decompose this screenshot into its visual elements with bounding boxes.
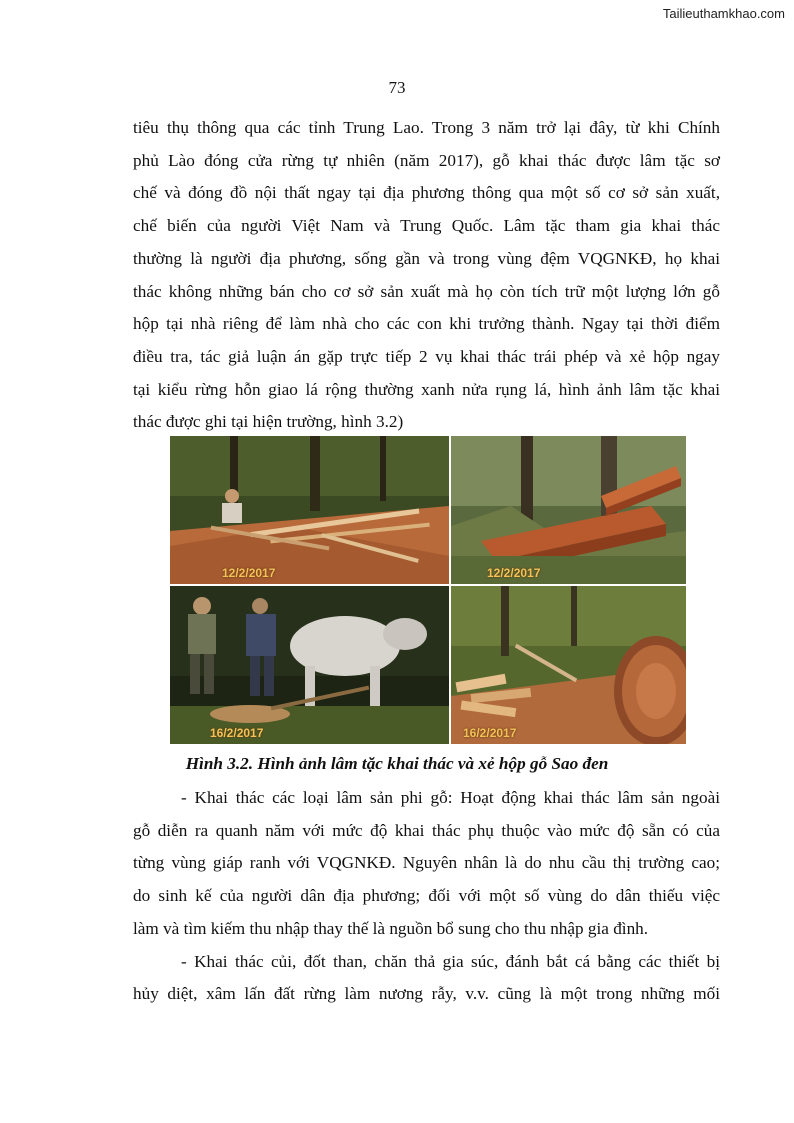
text-line: chế biến của người Việt Nam và Trung Quốc. Lâm tặc tham gia khai thác: [133, 216, 720, 236]
text-line: phủ Lào đóng cửa rừng tự nhiên (năm 2017), gỗ khai thác được lâm tặc sơ: [133, 150, 720, 170]
photo-sawing-log: [451, 586, 686, 744]
photo-sawn-timber: [451, 436, 686, 584]
text-line: hủy diệt, xâm lấn đất rừng làm nương rẫy, v.v. cũng là một trong những mối: [133, 984, 720, 1004]
text-line: gỗ diễn ra quanh năm với mức độ khai thác phụ thuộc vào mức độ sẵn có của: [133, 820, 720, 840]
text-line: điều tra, tác giả luận án gặp trực tiếp 2 vụ khai thác trái phép và xẻ hộp ngay: [133, 346, 720, 366]
text-line: - Khai thác các loại lâm sản phi gỗ: Hoạt động khai thác lâm sản ngoài: [181, 788, 720, 807]
text-line: - Khai thác củi, đốt than, chăn thả gia súc, đánh bắt cá bằng các thiết bị: [181, 951, 720, 971]
text-line: làm và tìm kiếm thu nhập thay thế là nguồn bổ sung cho thu nhập gia đình.: [133, 918, 649, 938]
photo-date-stamp: 12/2/2017: [487, 566, 541, 580]
text-line: từng vùng giáp ranh với VQGNKĐ. Nguyên nhân là do nhu cầu thị trường cao;: [133, 853, 720, 873]
figure-caption: Hình 3.2. Hình ảnh lâm tặc khai thác và xẻ hộp gỗ Sao đen: [185, 754, 609, 773]
text-line: chế và đóng đồ nội thất ngay tại địa phương thông qua một số cơ sở sản xuất,: [133, 183, 720, 203]
text-line: thác được ghi tại hiện trường, hình 3.2): [133, 412, 404, 432]
site-watermark: Tailieuthamkhao.com: [662, 6, 785, 21]
text-line: hộp tại nhà riêng để làm nhà cho các con khi trưởng thành. Ngay tại thời điểm: [133, 314, 720, 334]
paragraph-ntfp-harvest: [133, 782, 720, 1011]
photo-loggers-with-buffalo: [170, 586, 449, 744]
photo-logging-site: [170, 436, 449, 584]
text-line: thường là người địa phương, sống gần và trong vùng đệm VQGNKĐ, họ khai: [133, 248, 720, 268]
page-number: 73: [388, 78, 406, 97]
text-line: thác không những bán cho cơ sở sản xuất mà họ còn tích trữ một lượng lớn gỗ: [133, 281, 720, 301]
text-line: tiêu thụ thông qua các tỉnh Trung Lao. Trong 3 năm trở lại đây, từ khi Chính: [133, 118, 720, 137]
photo-date-stamp: 16/2/2017: [210, 726, 264, 740]
paragraph-timber-trade: [133, 112, 720, 439]
text-line: tại kiểu rừng hỗn giao lá rộng thường xanh nửa rụng lá, hình ảnh lâm tặc khai: [133, 379, 720, 399]
text-line: do sinh kế của người dân địa phương; đối với một số vùng do dân thiếu việc: [133, 886, 720, 906]
figure-photo-grid: [170, 436, 686, 744]
photo-date-stamp: 16/2/2017: [463, 726, 517, 740]
photo-date-stamp: 12/2/2017: [222, 566, 276, 580]
